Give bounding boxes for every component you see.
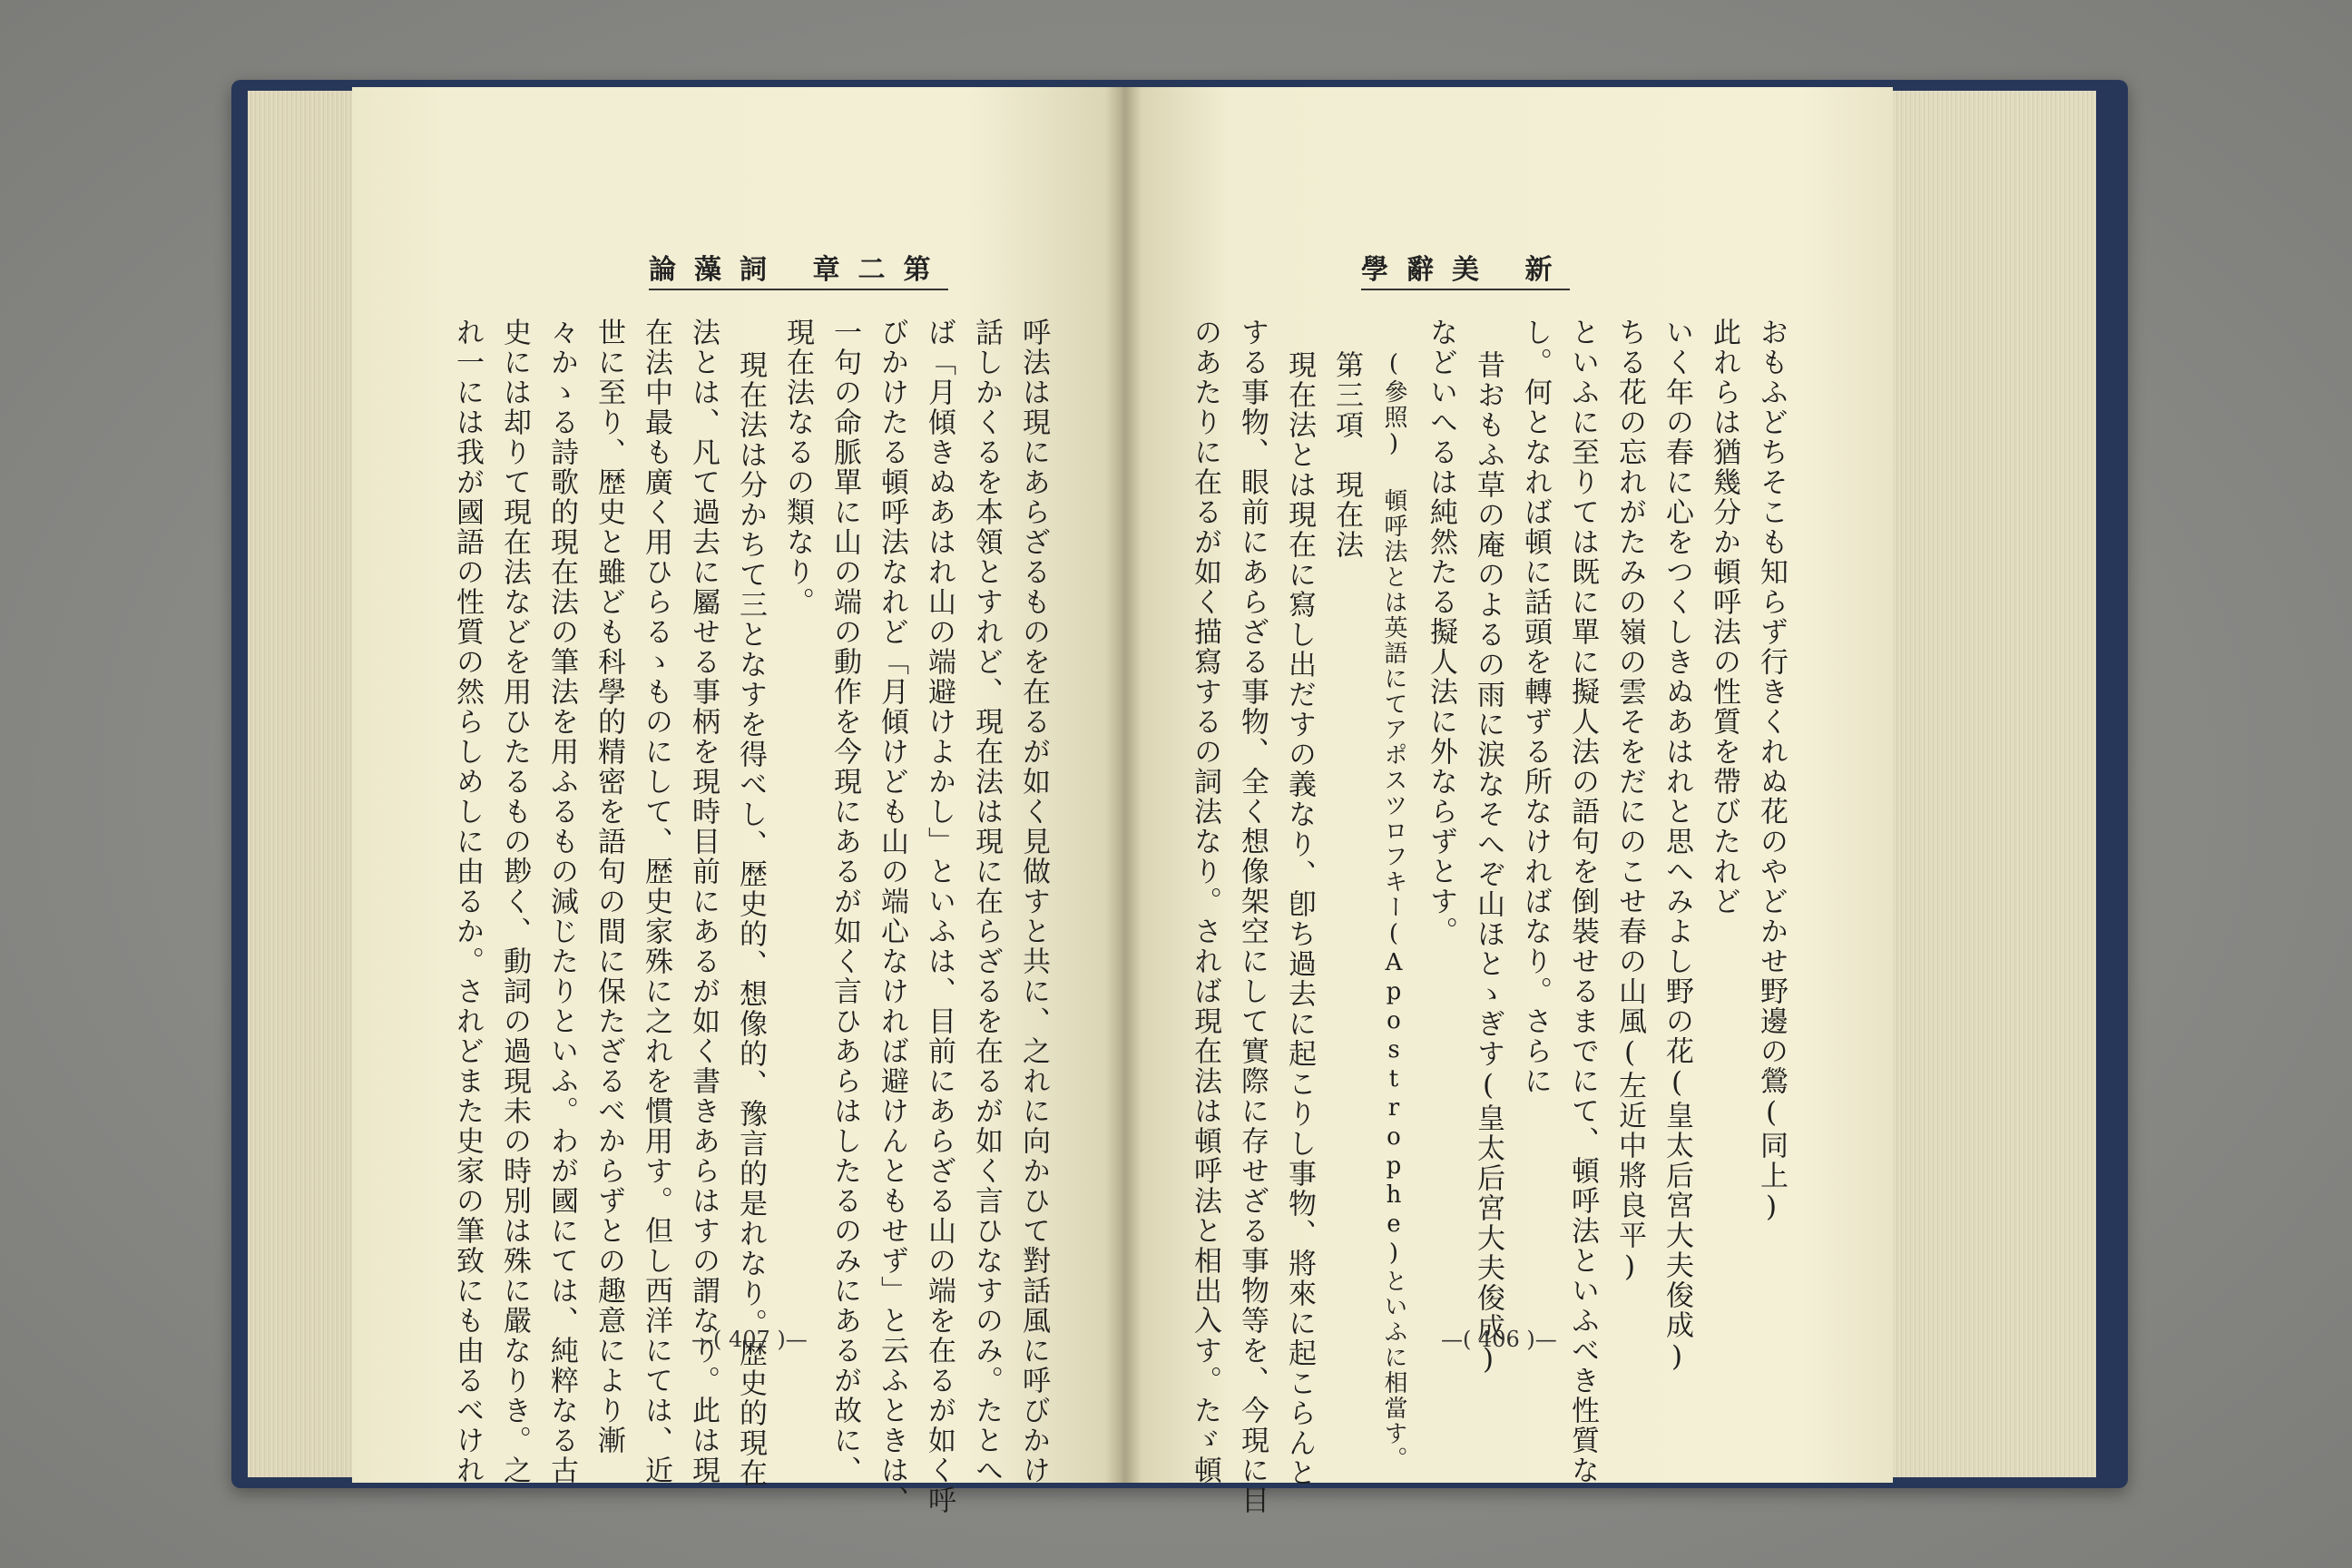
text-line: 話しかくるを本領とすれど、現在法は現に在らざるを在るが如く言ひなすのみ。たとへ [970, 318, 1003, 1485]
left-page-stack [248, 91, 357, 1477]
text-line: 昔おもふ草の庵のよるの雨に涙なそへぞ山ほとゝぎす(皇太后宮大夫俊成) [1472, 350, 1504, 1377]
right-running-header: 學辭美 新 [1361, 247, 1570, 290]
text-line: いく年の春に心をつくしきぬあはれと思へみよし野の花(皇太后宮大夫俊成) [1661, 318, 1693, 1375]
text-line: れ一には我が國語の性質の然らしめしに由るか。されどまた史家の筆致にも由るべけれ [451, 318, 484, 1485]
text-line: といふに至りては既に單に擬人法の語句を倒裝せるまでにて、頓呼法といふべき性質な [1566, 318, 1599, 1485]
text-line: し。何となれば頓に話頭を轉ずる所なければなり。さらに [1519, 318, 1552, 1096]
right-page-stack [1889, 91, 2096, 1477]
text-line: おもふどちそこも知らず行きくれぬ花のやどかせ野邊の鶯(同上) [1755, 318, 1788, 1225]
text-line: 史には却りて現在法などを用ひたるもの尠く、動詞の過現未の時別は殊に嚴なりき。之 [498, 318, 531, 1485]
text-line: のあたりに在るが如く描寫するの詞法なり。されば現在法は頓呼法と相出入す。たゞ頓 [1189, 318, 1221, 1485]
text-line: ば「月傾きぬあはれ山の端避けよかし」といふは、目前にあらざる山の端を在るが如く呼 [923, 318, 956, 1515]
book-gutter [1105, 87, 1142, 1483]
text-line: 々かゝる詩歌的現在法の筆法を用ふるもの減じたりといふ。わが國にては、純粹なる古 [545, 318, 578, 1485]
text-line: 呼法は現にあらざるものを在るが如く見做すと共に、之れに向かひて對話風に呼びかけ [1017, 318, 1050, 1485]
text-line: 在法中最も廣く用ひらるゝものにして、歴史家殊に之れを慣用す。但し西洋にては、近 [640, 318, 672, 1485]
right-page-number: —( 406 )— [1441, 1327, 1557, 1352]
text-line: などいへるは純然たる擬人法に外ならずとす。 [1425, 318, 1457, 946]
text-line: びかけたる頓呼法なれど「月傾けども山の端心なければ避けんともせず」と云ふときは、 [876, 318, 908, 1515]
reference-note: (參照) 頓呼法とは英語にてアポスツロフキー(Apostrophe)といふに相當す。 [1380, 350, 1407, 1472]
left-page-number: —( 407 )— [691, 1327, 808, 1352]
text-line: 法とは、凡て過去に屬せる事柄を現時目前にあるが如く書きあらはすの謂なり。此は現 [687, 318, 720, 1485]
text-line: 現在法とは現在に寫し出だすの義なり、卽ち過去に起こりし事物、將來に起こらんと [1283, 350, 1316, 1488]
section-heading: 第三項 現在法 [1330, 350, 1363, 560]
text-line: 現在法は分かちて三となすを得べし、歴史的、想像的、豫言的是れなり。歴史的現在 [734, 350, 767, 1488]
text-line: 一句の命脈單に山の端の動作を今現にあるが如く言ひあらはしたるのみにあるが故に、 [828, 318, 861, 1485]
text-line: 此れらは猶幾分か頓呼法の性質を帶びたれど [1708, 318, 1740, 916]
text-line: 世に至り、歴史と雖ども科學的精密を語句の間に保たざるべからずとの趣意により漸 [593, 318, 625, 1455]
text-line: ちる花の忘れがたみの嶺の雲そをだにのこせ春の山風(左近中將良平) [1613, 318, 1646, 1285]
left-running-header: 論藻詞 章二第 [649, 247, 948, 290]
text-line: 現在法なるの類なり。 [781, 318, 814, 617]
text-line: する事物、眼前にあらざる事物、全く想像架空にして實際に存せざる事物等を、今現に目 [1236, 318, 1269, 1515]
